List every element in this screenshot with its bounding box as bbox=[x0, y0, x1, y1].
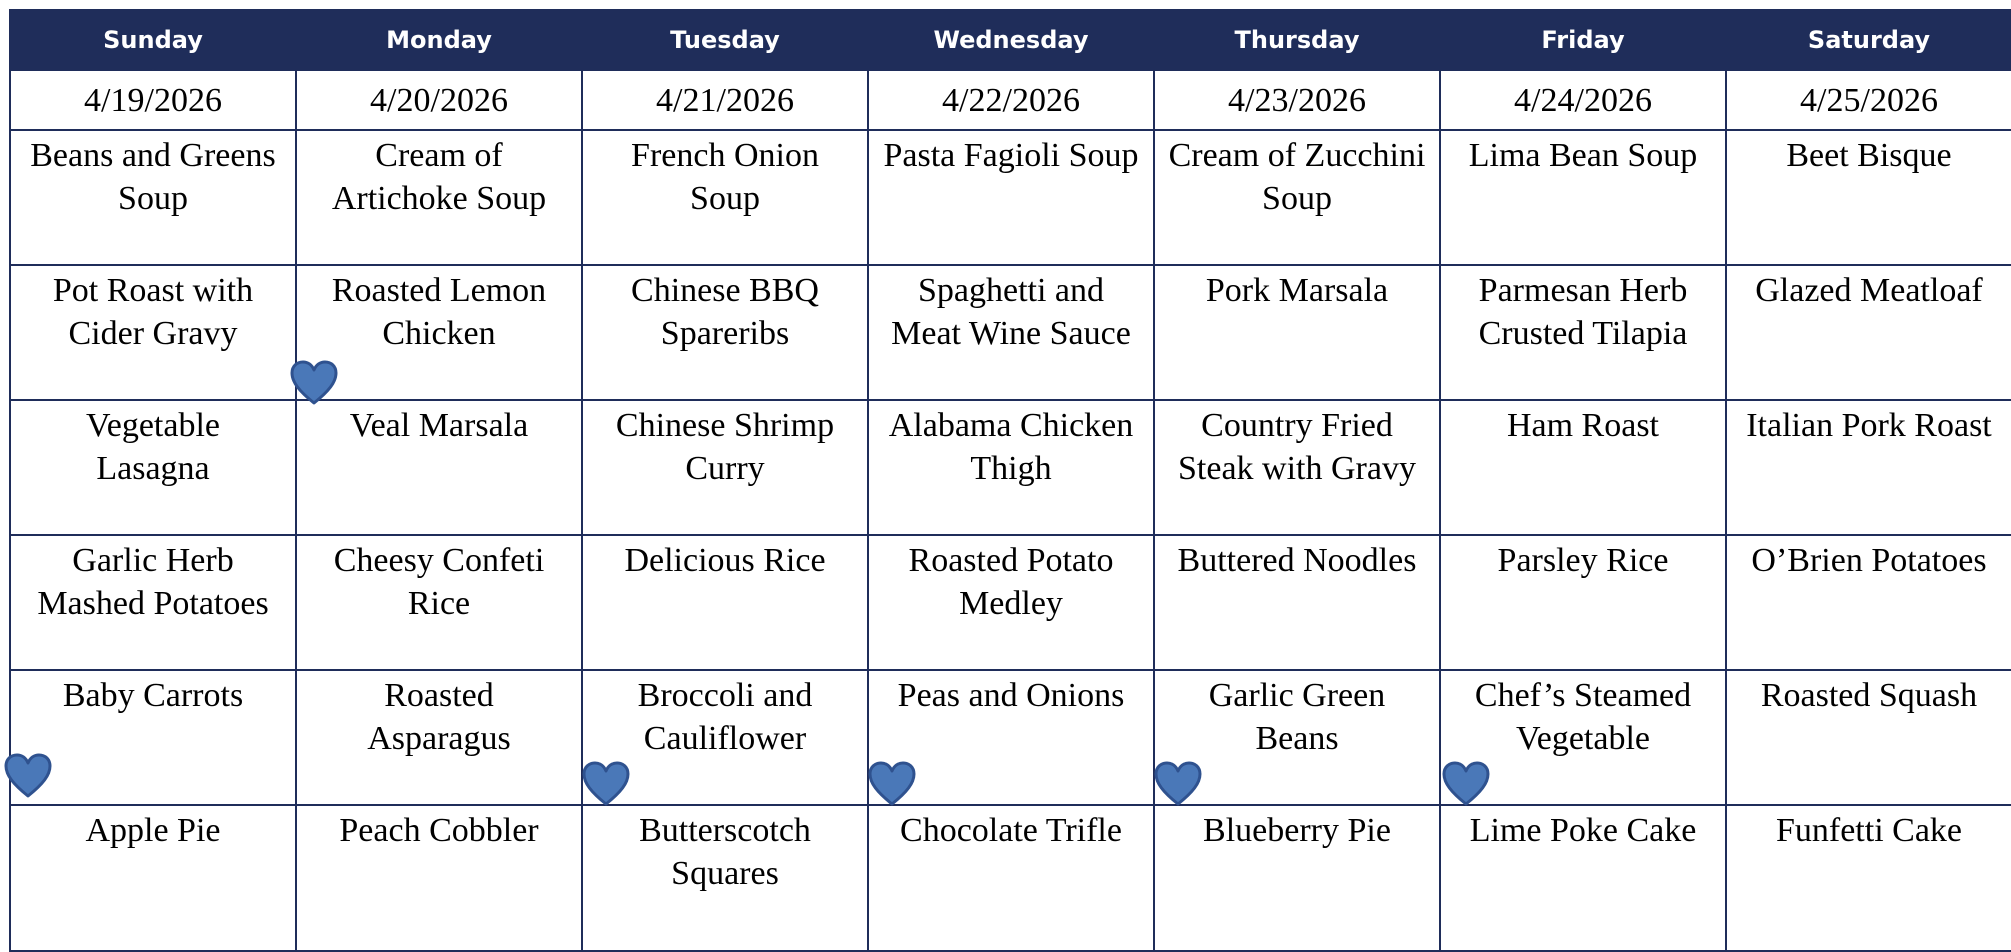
menu-cell-entree-2-saturday bbox=[1726, 400, 2011, 535]
menu-cell-entree-2-wednesday bbox=[868, 400, 1154, 535]
menu-cell-entree-1-thursday bbox=[1154, 265, 1440, 400]
menu-item-label: Funfetti Cake bbox=[1775, 812, 1963, 849]
menu-item-label: Butterscotch Squares bbox=[639, 812, 811, 892]
menu-cell-soup-saturday bbox=[1726, 130, 2011, 265]
day-header-monday: Monday bbox=[296, 10, 582, 70]
menu-item-label: Chef’s Steamed Vegetable bbox=[1474, 677, 1692, 757]
menu-item-label: Roasted Potato Medley bbox=[908, 542, 1114, 622]
menu-cell-starch-monday bbox=[296, 535, 582, 670]
menu-item-label: Glazed Meatloaf bbox=[1755, 272, 1983, 309]
date-cell-thursday: 4/23/2026 bbox=[1154, 70, 1440, 130]
menu-cell-soup-tuesday bbox=[582, 130, 868, 265]
date-row bbox=[10, 70, 2011, 130]
date-cell-friday: 4/24/2026 bbox=[1440, 70, 1726, 130]
menu-cell-vegetable-thursday bbox=[1154, 670, 1440, 805]
menu-item-label: Pot Roast with Cider Gravy bbox=[52, 272, 254, 352]
menu-item-label: Blueberry Pie bbox=[1203, 812, 1391, 849]
menu-cell-entree-2-sunday bbox=[10, 400, 296, 535]
menu-cell-entree-2-friday bbox=[1440, 400, 1726, 535]
date-cell-saturday: 4/25/2026 bbox=[1726, 70, 2011, 130]
menu-cell-dessert-saturday bbox=[1726, 805, 2011, 951]
menu-cell-soup-thursday bbox=[1154, 130, 1440, 265]
menu-cell-starch-thursday bbox=[1154, 535, 1440, 670]
menu-row-starch bbox=[10, 535, 2011, 670]
menu-item-label: Vegetable Lasagna bbox=[85, 407, 221, 487]
menu-cell-entree-1-sunday bbox=[10, 265, 296, 400]
day-header-saturday: Saturday bbox=[1726, 10, 2011, 70]
menu-cell-vegetable-wednesday bbox=[868, 670, 1154, 805]
day-header-sunday: Sunday bbox=[10, 10, 296, 70]
menu-cell-entree-1-monday bbox=[296, 265, 582, 400]
menu-row-entree-2 bbox=[10, 400, 2011, 535]
menu-item-label: Parmesan Herb Crusted Tilapia bbox=[1478, 272, 1688, 352]
menu-item-label: Cream of Zucchini Soup bbox=[1168, 137, 1426, 217]
menu-cell-soup-monday bbox=[296, 130, 582, 265]
menu-cell-vegetable-monday bbox=[296, 670, 582, 805]
menu-item-label: Cheesy Confeti Rice bbox=[333, 542, 545, 622]
menu-item-label: Cream of Artichoke Soup bbox=[331, 137, 547, 217]
menu-cell-entree-2-tuesday bbox=[582, 400, 868, 535]
menu-cell-entree-1-friday bbox=[1440, 265, 1726, 400]
menu-cell-starch-tuesday bbox=[582, 535, 868, 670]
day-header-row bbox=[10, 10, 2011, 70]
menu-cell-dessert-friday bbox=[1440, 805, 1726, 951]
day-header-wednesday: Wednesday bbox=[868, 10, 1154, 70]
menu-item-label: Beans and Greens Soup bbox=[30, 137, 276, 217]
menu-cell-starch-wednesday bbox=[868, 535, 1154, 670]
menu-item-label: Veal Marsala bbox=[349, 407, 529, 444]
menu-item-label: Beet Bisque bbox=[1786, 137, 1952, 174]
menu-item-label: O’Brien Potatoes bbox=[1751, 542, 1987, 579]
menu-row-soup bbox=[10, 130, 2011, 265]
menu-cell-entree-2-monday bbox=[296, 400, 582, 535]
date-cell-sunday: 4/19/2026 bbox=[10, 70, 296, 130]
menu-item-label: Pasta Fagioli Soup bbox=[883, 137, 1139, 174]
menu-cell-soup-friday bbox=[1440, 130, 1726, 265]
menu-item-label: Chinese BBQ Spareribs bbox=[631, 272, 819, 352]
menu-cell-vegetable-tuesday bbox=[582, 670, 868, 805]
menu-item-label: Spaghetti and Meat Wine Sauce bbox=[891, 272, 1131, 352]
date-cell-wednesday: 4/22/2026 bbox=[868, 70, 1154, 130]
date-cell-tuesday: 4/21/2026 bbox=[582, 70, 868, 130]
menu-item-label: Delicious Rice bbox=[624, 542, 826, 579]
menu-item-label: Roasted Asparagus bbox=[367, 677, 511, 757]
menu-item-label: Ham Roast bbox=[1506, 407, 1660, 444]
menu-item-label: Pork Marsala bbox=[1205, 272, 1389, 309]
menu-item-label: Garlic Green Beans bbox=[1208, 677, 1386, 757]
menu-cell-vegetable-sunday bbox=[10, 670, 296, 805]
menu-cell-entree-2-thursday bbox=[1154, 400, 1440, 535]
menu-item-label: Chinese Shrimp Curry bbox=[615, 407, 835, 487]
menu-cell-soup-sunday bbox=[10, 130, 296, 265]
menu-cell-entree-1-wednesday bbox=[868, 265, 1154, 400]
menu-cell-dessert-monday bbox=[296, 805, 582, 951]
day-header-friday: Friday bbox=[1440, 10, 1726, 70]
day-header-tuesday: Tuesday bbox=[582, 10, 868, 70]
weekly-menu-grid bbox=[9, 9, 2011, 952]
heart-icon bbox=[1153, 761, 1203, 807]
menu-item-label: Broccoli and Cauliflower bbox=[637, 677, 813, 757]
menu-item-label: Peach Cobbler bbox=[339, 812, 539, 849]
menu-item-label: Roasted Squash bbox=[1760, 677, 1978, 714]
menu-item-label: Peas and Onions bbox=[897, 677, 1125, 714]
menu-cell-entree-1-saturday bbox=[1726, 265, 2011, 400]
heart-icon bbox=[1441, 761, 1491, 807]
menu-item-label: Garlic Herb Mashed Potatoes bbox=[37, 542, 269, 622]
heart-icon bbox=[3, 753, 53, 799]
menu-item-label: Alabama Chicken Thigh bbox=[888, 407, 1134, 487]
menu-cell-entree-1-tuesday bbox=[582, 265, 868, 400]
menu-item-label: Parsley Rice bbox=[1497, 542, 1669, 579]
menu-row-entree-1 bbox=[10, 265, 2011, 400]
menu-item-label: Buttered Noodles bbox=[1177, 542, 1417, 579]
menu-item-label: Apple Pie bbox=[85, 812, 221, 849]
heart-icon bbox=[581, 761, 631, 807]
menu-item-label: Country Fried Steak with Gravy bbox=[1178, 407, 1416, 487]
menu-item-label: Lima Bean Soup bbox=[1468, 137, 1698, 174]
menu-cell-dessert-sunday bbox=[10, 805, 296, 951]
menu-cell-starch-sunday bbox=[10, 535, 296, 670]
menu-row-vegetable bbox=[10, 670, 2011, 805]
day-header-thursday: Thursday bbox=[1154, 10, 1440, 70]
menu-item-label: Italian Pork Roast bbox=[1746, 407, 1992, 444]
menu-cell-starch-friday bbox=[1440, 535, 1726, 670]
heart-icon bbox=[867, 761, 917, 807]
menu-cell-vegetable-saturday bbox=[1726, 670, 2011, 805]
menu-cell-starch-saturday bbox=[1726, 535, 2011, 670]
menu-cell-dessert-tuesday bbox=[582, 805, 868, 951]
menu-item-label: Chocolate Trifle bbox=[900, 812, 1122, 849]
menu-item-label: Lime Poke Cake bbox=[1469, 812, 1697, 849]
menu-cell-dessert-wednesday bbox=[868, 805, 1154, 951]
menu-cell-vegetable-friday bbox=[1440, 670, 1726, 805]
menu-row-dessert bbox=[10, 805, 2011, 951]
date-cell-monday: 4/20/2026 bbox=[296, 70, 582, 130]
menu-item-label: Roasted Lemon Chicken bbox=[331, 272, 547, 352]
menu-cell-soup-wednesday bbox=[868, 130, 1154, 265]
menu-item-label: French Onion Soup bbox=[631, 137, 819, 217]
menu-item-label: Baby Carrots bbox=[62, 677, 244, 714]
menu-cell-dessert-thursday bbox=[1154, 805, 1440, 951]
